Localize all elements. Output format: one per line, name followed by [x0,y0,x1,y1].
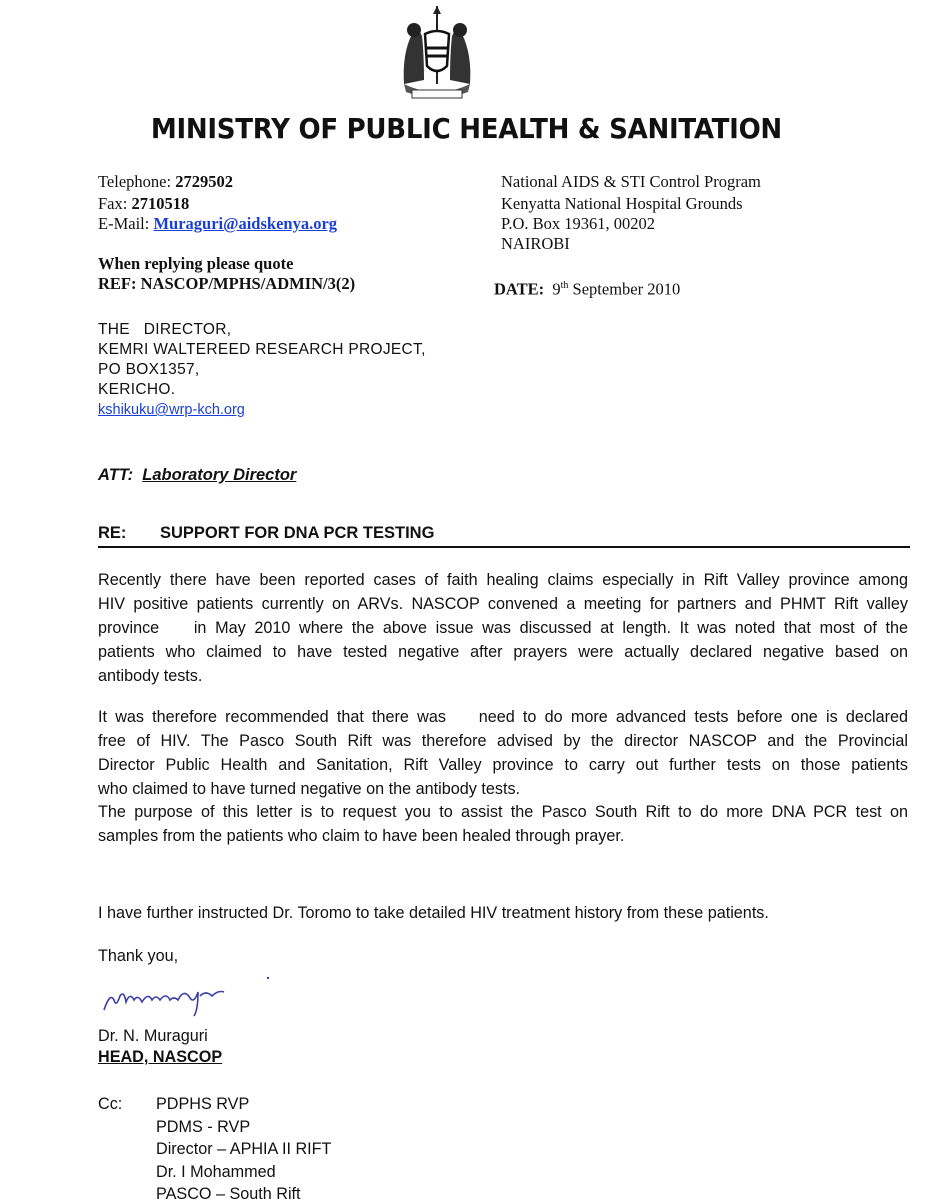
cc-label: Cc: [98,1095,123,1113]
paragraph-line: The purpose of this letter is to request you to assist the Pasco South Rift to do more DNA PCR test on [98,803,908,821]
recipient-line: THE DIRECTOR, [98,321,232,338]
paragraph-line: I have further instructed Dr. Toromo to take detailed HIV treatment history from these patients. [98,904,769,922]
attention-line [98,466,296,485]
cc-recipient: Dr. I Mohammed [156,1162,276,1181]
paragraph-line: Director Public Health and Sanitation, Rift Valley province to carry out further tests on those patients [98,756,908,774]
cc-recipient: Director – APHIA II RIFT [156,1140,332,1158]
signatory-title: HEAD, NASCOP [98,1048,223,1066]
office-line: NAIROBI [501,234,570,253]
date-suffix: th [560,280,569,291]
email-label: E-Mail: [98,214,154,233]
re-label: RE: [98,524,127,542]
date-day: 9 [552,279,561,299]
signature-image [100,970,290,1020]
office-line: Kenyatta National Hospital Grounds [501,194,743,213]
telephone-label: Telephone: [98,172,176,191]
sender-email-link[interactable]: Muraguri@aidskenya.org [153,214,338,233]
office-line: P.O. Box 19361, 00202 [501,214,656,233]
telephone-number: 2729502 [175,172,233,191]
paragraph-line: patients who claimed to have tested negative after prayers were actually declared negative based on [98,643,908,661]
cc-recipient: PDPHS RVP [156,1095,250,1113]
body-paragraph-2 [98,705,908,801]
fax-number: 2710518 [131,194,190,213]
body-paragraph-3 [98,800,908,848]
recipient-address [98,320,426,420]
quote-label: When replying please quote [98,254,294,273]
reference-number: REF: NASCOP/MPHS/ADMIN/3(2) [98,274,356,293]
ministry-title: MINISTRY OF PUBLIC HEALTH & SANITATION [150,112,782,145]
cc-block [98,1093,331,1200]
contact-block [98,172,355,294]
cc-recipient: PASCO – South Rift [156,1185,301,1200]
recipient-email-link[interactable]: kshikuku@wrp-kch.org [98,402,245,418]
paragraph-line: Recently there have been reported cases of faith healing claims especially in Rift Valley province among [98,571,908,589]
cc-recipient: PDMS - RVP [156,1117,251,1136]
office-line: National AIDS & STI Control Program [501,172,761,191]
coat-of-arms-emblem [398,4,476,104]
recipient-line: PO BOX1357, [98,361,200,378]
paragraph-line: It was therefore recommended that there was need to do more advanced tests before one is declared [98,708,908,726]
paragraph-line: who claimed to have turned negative on the antibody tests. [98,780,521,798]
subject-text: SUPPORT FOR DNA PCR TESTING [160,524,435,542]
body-paragraph-4 [98,901,908,925]
letter-date [494,276,680,300]
recipient-line: KEMRI WALTEREED RESEARCH PROJECT, [98,341,426,358]
att-label: ATT: [98,466,134,484]
date-label: DATE: [494,279,545,299]
fax-label: Fax: [98,194,132,213]
signatory-name: Dr. N. Muraguri [98,1027,208,1045]
paragraph-line: HIV positive patients currently on ARVs. NASCOP convened a meeting for partners and PHMT Rift valley [98,595,908,613]
paragraph-line: samples from the patients who claim to have been healed through prayer. [98,827,625,845]
recipient-line: KERICHO. [98,381,176,398]
paragraph-line: free of HIV. The Pasco South Rift was therefore advised by the director NASCOP and the Provincial [98,732,908,750]
closing: Thank you, [98,947,179,965]
paragraph-line: antibody tests. [98,667,203,685]
body-paragraph-1 [98,568,908,688]
subject-line [98,524,910,548]
signatory-block [98,1026,222,1068]
office-address [501,172,761,254]
date-rest: September 2010 [572,279,681,299]
att-value: Laboratory Director [142,466,297,484]
paragraph-line: province in May 2010 where the above issue was discussed at length. It was noted that most of the [98,619,908,637]
